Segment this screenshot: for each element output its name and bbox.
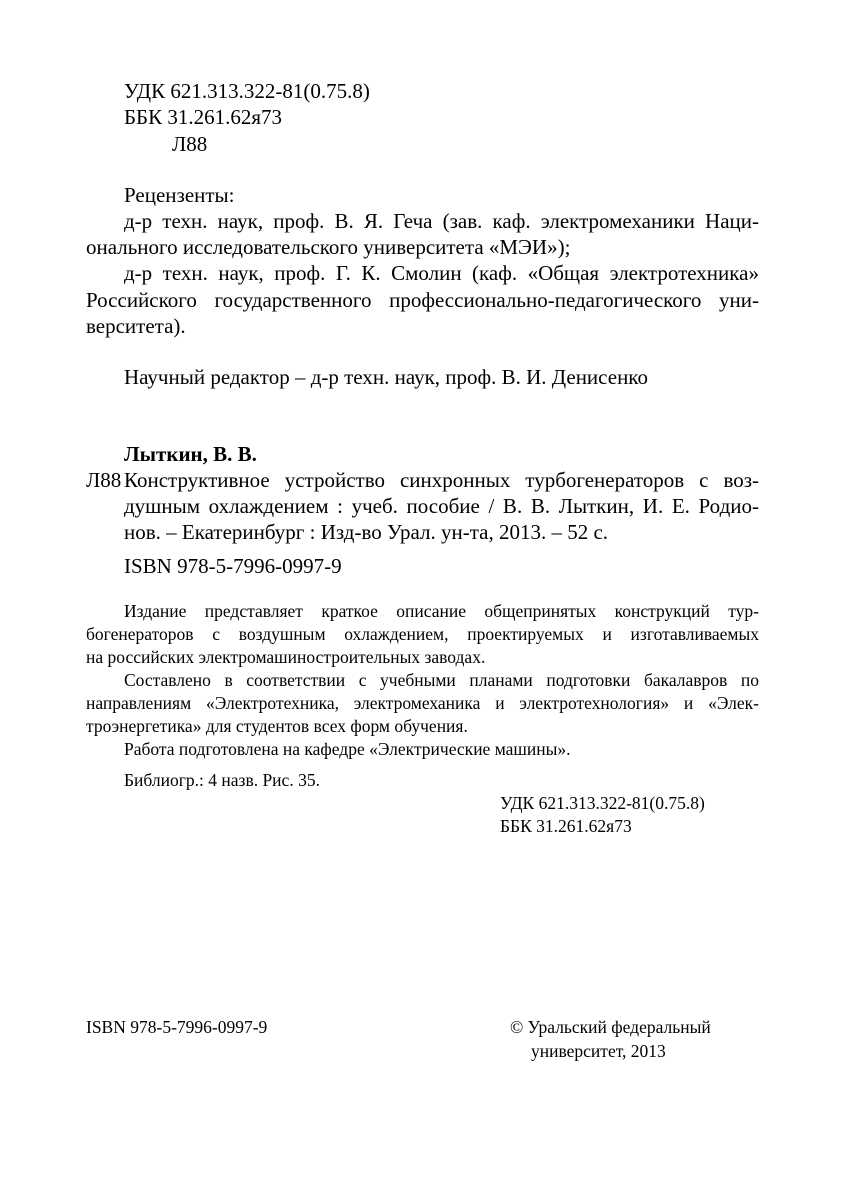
reviewer-1-line-2: онального исследовательского университета «МЭИ»); [86,235,571,259]
bottom-udk-code: УДК 621.313.322-81(0.75.8) [500,793,705,813]
bbk-code: ББК 31.261.62я73 [124,105,283,129]
bib-line-1: Конструктивное устройство синхронных турбогенераторов с воз- [124,468,759,492]
footer-isbn: ISBN 978-5-7996-0997-9 [86,1017,268,1037]
bib-line-3: нов. – Екатеринбург : Изд-во Урал. ун-та, 2013. – 52 с. [124,520,609,544]
bibliography-count: Библиогр.: 4 назв. Рис. 35. [124,770,320,790]
copyright-line-2: университет, 2013 [531,1041,666,1061]
abstract-p3: Работа подготовлена на кафедре «Электрические машины». [124,739,571,759]
bottom-bbk-code: ББК 31.261.62я73 [500,816,632,836]
reviewer-2-line-1: д-р техн. наук, проф. Г. К. Смолин (каф. «Общая электротехника» [124,261,759,285]
reviewers-heading: Рецензенты: [124,183,235,207]
author-mark: Л88 [172,132,208,156]
scientific-editor: Научный редактор – д-р техн. наук, проф. В. И. Денисенко [124,365,648,389]
abstract-p1-line-3: на российских электромашиностроительных заводах. [86,647,486,667]
bib-line-2: душным охлаждением : учеб. пособие / В. В. Лыткин, И. Е. Родио- [124,494,759,518]
reviewer-2-line-3: верситета). [86,314,186,338]
reviewer-2-line-2: Российского государственного профессионально-педагогического уни- [86,288,759,312]
reviewer-1-line-1: д-р техн. наук, проф. В. Я. Геча (зав. каф. электромеханики Наци- [124,209,759,233]
bib-mark: Л88 [86,468,122,492]
abstract-p2-line-3: троэнергетика» для студентов всех форм обучения. [86,716,468,736]
copyright-line-1: © Уральский федеральный [510,1017,711,1037]
bib-isbn: ISBN 978-5-7996-0997-9 [124,554,342,578]
udk-code: УДК 621.313.322-81(0.75.8) [124,79,370,103]
abstract-p1-line-1: Издание представляет краткое описание общепринятых конструкций тур- [124,601,759,621]
abstract-p2-line-2: направлениям «Электротехника, электромеханика и электротехнология» и «Элек- [86,693,759,713]
abstract-p2-line-1: Составлено в соответствии с учебными планами подготовки бакалавров по [124,670,759,690]
bib-author: Лыткин, В. В. [124,442,257,466]
abstract-p1-line-2: богенераторов с воздушным охлаждением, проектируемых и изготавливаемых [86,624,759,644]
